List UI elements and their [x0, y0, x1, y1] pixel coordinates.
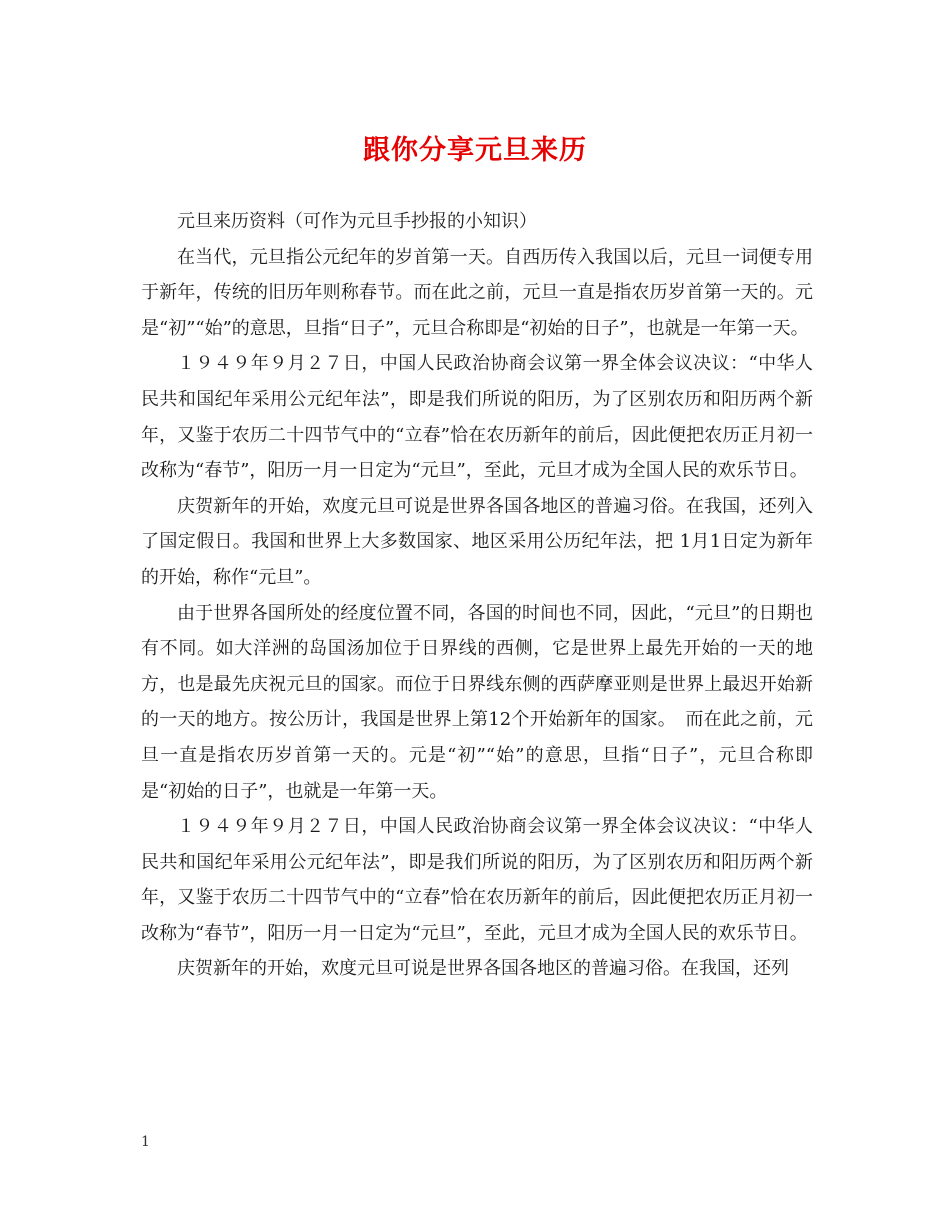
paragraph-subtitle: 元旦来历资料（可作为元旦手抄报的小知识）: [177, 211, 537, 232]
page-title: 跟你分享元旦来历: [363, 135, 587, 166]
document-body: [141, 204, 813, 987]
paragraph: 由于世界各国所处的经度位置不同，各国的时间也不同，因此，“元旦”的日期也有不同。如大洋洲的岛国汤加位于日界线的西侧，它是世界上最先开始的一天的地方，也是最先庆祝元旦的国家。而位于日界线东侧的西萨摩亚则是世界上最迟开始新的一天的地方。按公历计，我国是世界上第12个开始新年的国家。 而在此之前，元旦一直是指农历岁首第一天的。元是“初”“始”的意思，旦指“日子”，元旦合称即是“初始的日子”，也就是一年第一天。: [141, 602, 813, 802]
paragraph: 庆贺新年的开始，欢度元旦可说是世界各国各地区的普遍习俗。在我国，还列入了国定假日。我国和世界上大多数国家、地区采用公历纪年法，把 1月1日定为新年的开始，称作“元旦”。: [141, 495, 813, 588]
paragraph: １９４９年９月２７日，中国人民政治协商会议第一界全体会议决议：“中华人民共和国纪年采用公元纪年法”，即是我们所说的阳历，为了区别农历和阳历两个新年，又鉴于农历二十四节气中的“立春”恰在农历新年的前后，因此便把农历正月初一改称为“春节”，阳历一月一日定为“元旦”，至此，元旦才成为全国人民的欢乐节日。: [141, 353, 813, 482]
paragraph: 在当代，元旦指公元纪年的岁首第一天。自西历传入我国以后，元旦一词便专用于新年，传统的旧历年则称春节。而在此之前，元旦一直是指农历岁首第一天的。元是“初”“始”的意思，旦指“日子”，元旦合称即是“初始的日子”，也就是一年第一天。: [141, 246, 813, 339]
paragraph: １９４９年９月２７日，中国人民政治协商会议第一界全体会议决议：“中华人民共和国纪年采用公元纪年法”，即是我们所说的阳历，为了区别农历和阳历两个新年，又鉴于农历二十四节气中的“立春”恰在农历新年的前后，因此便把农历正月初一改称为“春节”，阳历一月一日定为“元旦”，至此，元旦才成为全国人民的欢乐节日。: [141, 816, 813, 944]
page-number: 1: [141, 1134, 150, 1150]
paragraph: 庆贺新年的开始，欢度元旦可说是世界各国各地区的普遍习俗。在我国，还列: [177, 958, 789, 980]
